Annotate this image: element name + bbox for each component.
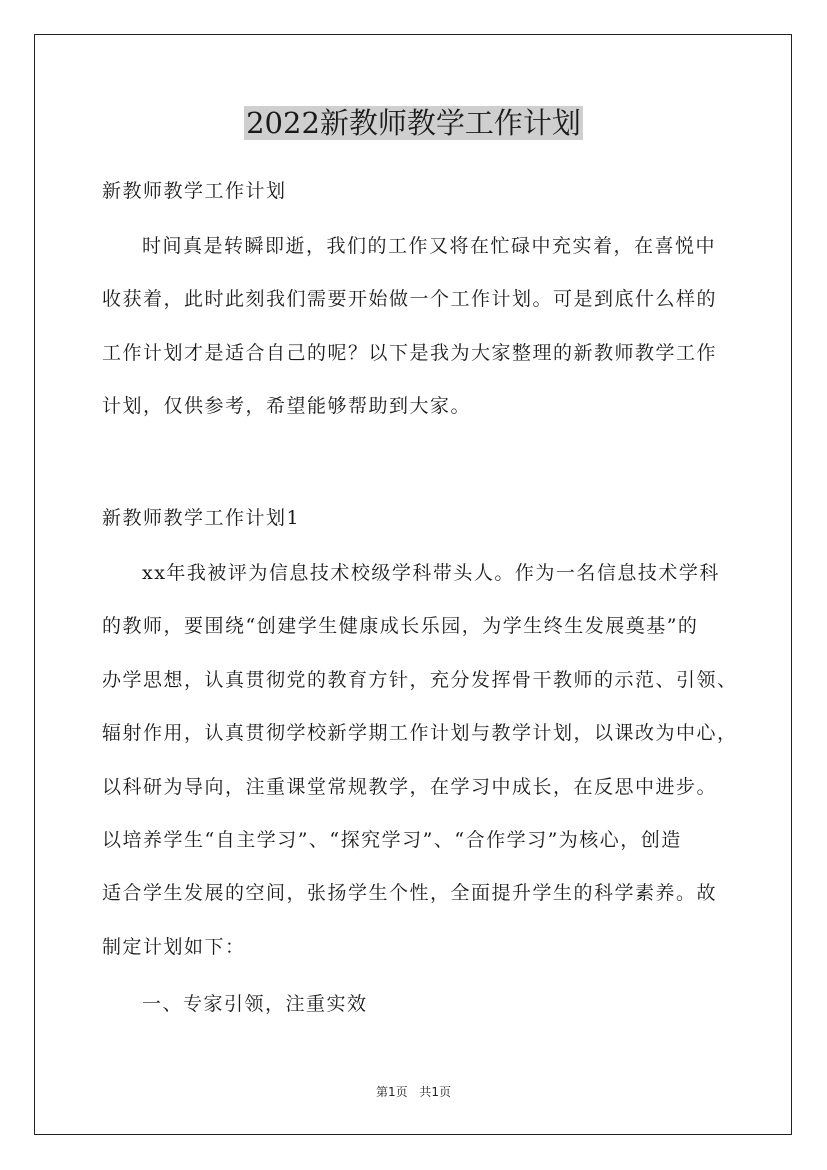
intro-line: 计划，仅供参考，希望能够帮助到大家。 (102, 395, 472, 418)
section-heading-text: 新教师教学工作计划1 (102, 507, 301, 529)
body-line: 的教师，要围绕“创建学生健康成长乐园，为学生终生发展奠基”的 (102, 615, 699, 638)
document-title (0, 101, 827, 145)
body-line: 适合学生发展的空间，张扬学生个性，全面提升学生的科学素养。故 (102, 882, 718, 905)
body-line: 辐射作用，认真贯彻学校新学期工作计划与教学计划，以课改为中心， (102, 722, 738, 745)
body-line: 制定计划如下： (102, 935, 246, 958)
subtitle-line: 新教师教学工作计划 (102, 180, 287, 202)
intro-line: 工作计划才是适合自己的呢？以下是我为大家整理的新教师教学工作 (102, 341, 718, 364)
intro-paragraph (102, 220, 732, 434)
page-number: 第1页 (375, 1085, 408, 1099)
intro-line: 收获着，此时此刻我们需要开始做一个工作计划。可是到底什么样的 (102, 288, 718, 311)
document-subtitle (102, 165, 732, 218)
body-line: 以培养学生“自主学习”、“探究学习”、“合作学习”为核心，创造 (102, 829, 682, 852)
body-line: 办学思想，认真贯彻党的教育方针，充分发挥骨干教师的示范、引领、 (102, 668, 738, 691)
item-heading-text: 一、专家引领，注重实效 (142, 993, 368, 1015)
page-total: 共1页 (419, 1085, 452, 1099)
page-footer (0, 1083, 827, 1100)
intro-line: 时间真是转瞬即逝，我们的工作又将在忙碌中充实着，在喜悦中 (142, 235, 717, 257)
body-line: 以科研为导向，注重课堂常规教学，在学习中成长，在反思中进步。 (102, 775, 718, 798)
item-heading (102, 978, 732, 1031)
body-paragraph (102, 547, 738, 974)
document-title-text: 2022新教师教学工作计划 (246, 106, 581, 140)
body-line: xx年我被评为信息技术校级学科带头人。作为一名信息技术学科 (142, 562, 720, 584)
section-heading (102, 492, 732, 545)
